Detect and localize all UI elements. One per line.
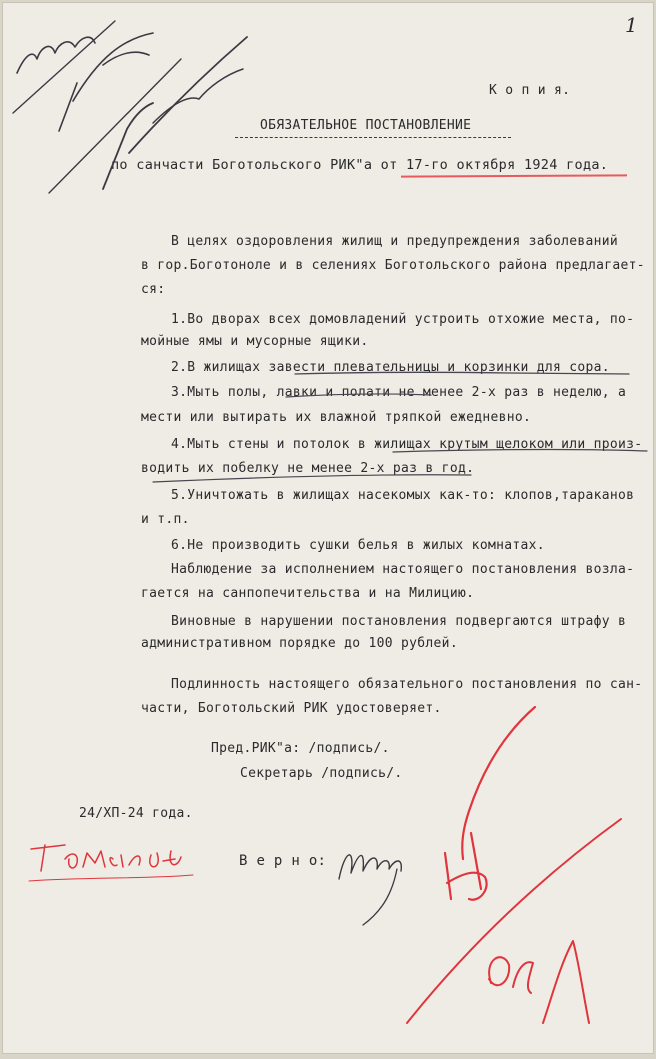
document-date: 24/XП-24 года. — [79, 806, 193, 821]
body-line-17: Подлинность настоящего обязательного постановления по сан- — [171, 677, 643, 692]
body-line-10: 5.Уничтожать в жилищах насекомых как-то: клопов,тараканов — [171, 488, 635, 503]
body-line-9: водить их побелку не менее 2-х раз в год. — [141, 461, 475, 476]
verno-label: В е р н о: — [239, 853, 327, 869]
body-line-8: 4.Мыть стены и потолок в жилищах крутым щелоком или произ- — [171, 437, 643, 452]
body-line-1: в гор.Боготоноле и в селениях Боготольского района предлагает- — [141, 258, 645, 273]
body-line-16: административном порядке до 100 рублей. — [141, 636, 458, 651]
document-subtitle: по санчасти Боготольского РИК"а от 17-го октября 1924 года. — [111, 157, 609, 173]
body-line-7: мести или вытирать их влажной тряпкой ежедневно. — [141, 410, 532, 425]
body-line-18: части, Боготольский РИК удостоверяет. — [141, 701, 442, 716]
page-number: 1 — [625, 13, 639, 37]
body-line-2: ся: — [141, 282, 166, 297]
body-line-5: 2.В жилищах завести плевательницы и корзинки для сора. — [171, 360, 610, 375]
signature-secretary: Секретарь /подпись/. — [240, 766, 403, 781]
body-line-6: 3.Мыть полы, лавки и полати не менее 2-х раз в неделю, а — [171, 385, 627, 400]
body-line-0: В целях оздоровления жилищ и предупреждения заболеваний — [171, 234, 618, 249]
document-page — [3, 3, 653, 1053]
body-line-4: мойные ямы и мусорные ящики. — [141, 334, 369, 349]
body-line-14: гается на санпопечительства и на Милицию. — [141, 586, 475, 601]
body-line-12: 6.Не производить сушки белья в жилых комнатах. — [171, 538, 545, 553]
document-title: ОБЯЗАТЕЛЬНОЕ ПОСТАНОВЛЕНИЕ — [260, 118, 472, 133]
body-line-3: 1.Во дворах всех домовладений устроить отхожие места, по- — [171, 312, 635, 327]
body-line-11: и т.п. — [141, 512, 190, 527]
tomsk-red-note — [25, 831, 205, 891]
signature-pred: Пред.РИК"а: /подпись/. — [211, 741, 390, 756]
red-resolution-marks — [393, 693, 653, 1053]
copy-mark: К о п и я. — [489, 83, 571, 98]
margin-handwriting — [3, 3, 273, 213]
body-line-15: Виновные в нарушении постановления подвергаются штрафу в — [171, 614, 627, 629]
body-line-13: Наблюдение за исполнением настоящего постановления возла- — [171, 562, 635, 577]
